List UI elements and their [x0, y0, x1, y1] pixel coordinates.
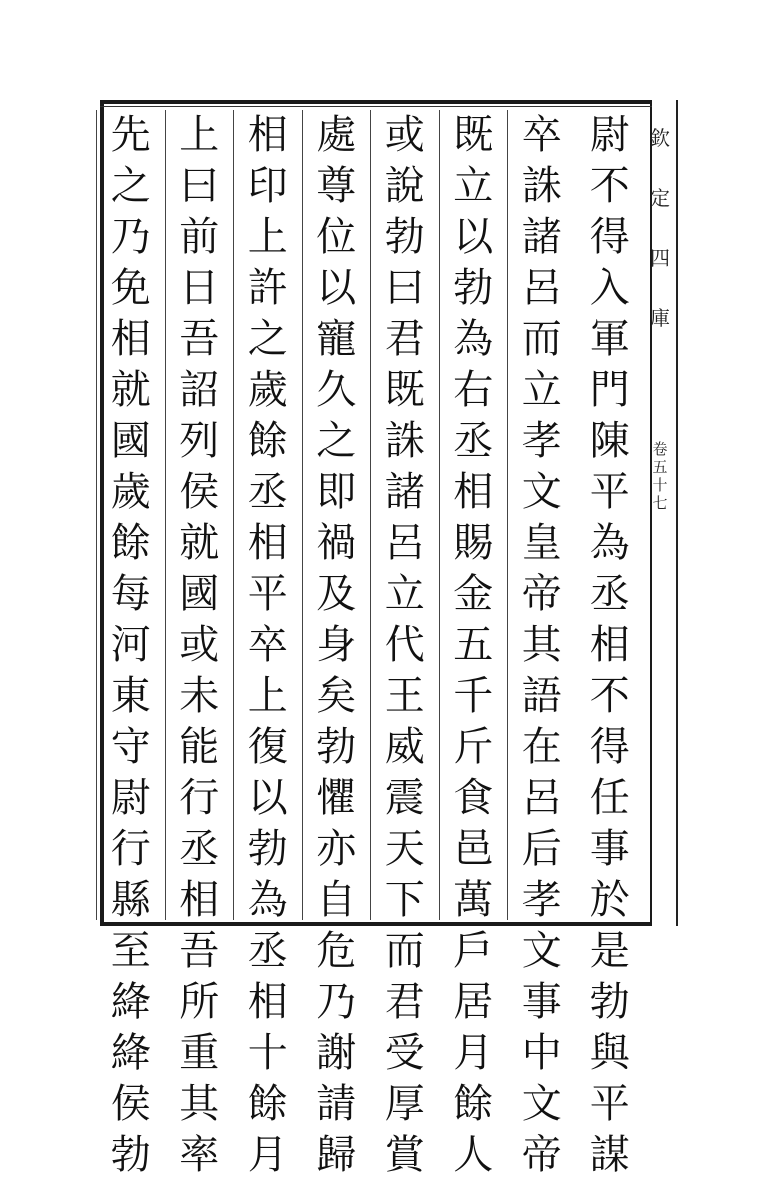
character: 相 [247, 520, 288, 566]
gutter-mark: 四 [650, 246, 670, 270]
character: 上 [247, 214, 288, 260]
character: 重 [179, 1030, 220, 1076]
character: 自 [316, 877, 357, 923]
character: 既 [453, 112, 494, 158]
character: 歸 [316, 1132, 357, 1178]
character: 吾 [179, 928, 220, 974]
character: 立 [384, 571, 425, 617]
gutter-mark: 欽 [650, 126, 670, 150]
character: 久 [316, 367, 357, 413]
character: 上 [247, 673, 288, 719]
character: 為 [247, 877, 288, 923]
character: 任 [589, 775, 630, 821]
character: 立 [521, 367, 562, 413]
character: 東 [110, 673, 151, 719]
character: 以 [316, 265, 357, 311]
character: 事 [521, 979, 562, 1025]
character: 餘 [110, 520, 151, 566]
character: 相 [179, 877, 220, 923]
character: 帝 [521, 1132, 562, 1178]
character: 中 [521, 1030, 562, 1076]
character: 上 [179, 112, 220, 158]
text-column-4 [370, 110, 439, 1178]
character: 卒 [247, 622, 288, 668]
character: 斤 [453, 724, 494, 770]
character: 即 [316, 469, 357, 515]
character: 尉 [589, 112, 630, 158]
character: 軍 [589, 316, 630, 362]
gutter-mark: 定 [650, 186, 670, 210]
character: 相 [453, 469, 494, 515]
character: 丞 [247, 928, 288, 974]
character: 邑 [453, 826, 494, 872]
character: 每 [110, 571, 151, 617]
character: 食 [453, 775, 494, 821]
character: 及 [316, 571, 357, 617]
character: 丞 [179, 826, 220, 872]
character: 餘 [453, 1081, 494, 1127]
character: 請 [316, 1081, 357, 1127]
character: 之 [316, 418, 357, 464]
character: 既 [384, 367, 425, 413]
character: 語 [521, 673, 562, 719]
character: 其 [521, 622, 562, 668]
character: 以 [247, 775, 288, 821]
character: 歲 [110, 469, 151, 515]
character: 國 [179, 571, 220, 617]
character: 威 [384, 724, 425, 770]
character: 所 [179, 979, 220, 1025]
character: 賜 [453, 520, 494, 566]
character: 呂 [384, 520, 425, 566]
character: 帝 [521, 571, 562, 617]
character: 得 [589, 214, 630, 260]
character: 下 [384, 877, 425, 923]
character: 君 [384, 316, 425, 362]
character: 五 [453, 622, 494, 668]
character: 相 [589, 622, 630, 668]
character: 詔 [179, 367, 220, 413]
character: 諸 [521, 214, 562, 260]
character: 月 [453, 1030, 494, 1076]
character: 曰 [384, 265, 425, 311]
character: 曰 [179, 163, 220, 209]
character: 率 [179, 1132, 220, 1178]
gutter-marks [646, 108, 674, 348]
character: 震 [384, 775, 425, 821]
character: 王 [384, 673, 425, 719]
character: 懼 [316, 775, 357, 821]
character: 后 [521, 826, 562, 872]
character: 賞 [384, 1132, 425, 1178]
character: 與 [589, 1030, 630, 1076]
character: 能 [179, 724, 220, 770]
character: 天 [384, 826, 425, 872]
character: 以 [453, 214, 494, 260]
character: 行 [179, 775, 220, 821]
character: 十 [247, 1030, 288, 1076]
character: 不 [589, 163, 630, 209]
character: 陳 [589, 418, 630, 464]
character: 得 [589, 724, 630, 770]
character: 絳 [110, 979, 151, 1025]
character: 平 [589, 469, 630, 515]
character: 矣 [316, 673, 357, 719]
text-column-6 [233, 110, 302, 1178]
character: 印 [247, 163, 288, 209]
character: 或 [384, 112, 425, 158]
gutter-mark: 庫 [650, 306, 670, 330]
character: 寵 [316, 316, 357, 362]
character: 卒 [521, 112, 562, 158]
character: 孝 [521, 877, 562, 923]
character: 相 [110, 316, 151, 362]
character: 乃 [110, 214, 151, 260]
character: 前 [179, 214, 220, 260]
character: 列 [179, 418, 220, 464]
character: 乃 [316, 979, 357, 1025]
character: 入 [589, 265, 630, 311]
character: 就 [110, 367, 151, 413]
text-column-8 [96, 110, 165, 1178]
character: 戶 [453, 928, 494, 974]
character: 事 [589, 826, 630, 872]
character: 其 [179, 1081, 220, 1127]
character: 相 [247, 112, 288, 158]
gutter-character: 十 [652, 476, 668, 494]
character: 千 [453, 673, 494, 719]
character: 處 [316, 112, 357, 158]
character: 而 [521, 316, 562, 362]
character: 謀 [589, 1132, 630, 1178]
gutter-character: 卷 [652, 440, 668, 458]
character: 免 [110, 265, 151, 311]
character: 之 [247, 316, 288, 362]
character: 文 [521, 469, 562, 515]
character: 金 [453, 571, 494, 617]
text-column-3 [439, 110, 508, 1178]
character: 危 [316, 928, 357, 974]
character: 謝 [316, 1030, 357, 1076]
character: 誅 [384, 418, 425, 464]
top-rule [100, 106, 652, 107]
character: 行 [110, 826, 151, 872]
character: 至 [110, 928, 151, 974]
character: 勃 [384, 214, 425, 260]
character: 先 [110, 112, 151, 158]
character: 勃 [453, 265, 494, 311]
character: 萬 [453, 877, 494, 923]
character: 為 [453, 316, 494, 362]
character: 許 [247, 265, 288, 311]
text-column-7 [165, 110, 234, 1178]
character: 於 [589, 877, 630, 923]
character: 為 [589, 520, 630, 566]
character: 是 [589, 928, 630, 974]
character: 君 [384, 979, 425, 1025]
character: 餘 [247, 1081, 288, 1127]
character: 位 [316, 214, 357, 260]
character: 誅 [521, 163, 562, 209]
character: 門 [589, 367, 630, 413]
character: 縣 [110, 877, 151, 923]
character: 而 [384, 928, 425, 974]
character: 月 [247, 1132, 288, 1178]
character: 丞 [247, 469, 288, 515]
character: 河 [110, 622, 151, 668]
character: 之 [110, 163, 151, 209]
character: 勃 [589, 979, 630, 1025]
character: 說 [384, 163, 425, 209]
character: 代 [384, 622, 425, 668]
character: 身 [316, 622, 357, 668]
character: 尉 [110, 775, 151, 821]
character: 皇 [521, 520, 562, 566]
character: 丞 [589, 571, 630, 617]
character: 人 [453, 1132, 494, 1178]
character: 平 [247, 571, 288, 617]
character: 侯 [179, 469, 220, 515]
character: 孝 [521, 418, 562, 464]
gutter-character: 七 [652, 494, 668, 512]
character: 受 [384, 1030, 425, 1076]
character: 未 [179, 673, 220, 719]
character: 文 [521, 1081, 562, 1127]
character: 尊 [316, 163, 357, 209]
character: 勃 [247, 826, 288, 872]
character: 在 [521, 724, 562, 770]
character: 呂 [521, 775, 562, 821]
character: 厚 [384, 1081, 425, 1127]
character: 居 [453, 979, 494, 1025]
text-column-1 [576, 110, 645, 1178]
character: 歲 [247, 367, 288, 413]
character: 亦 [316, 826, 357, 872]
text-column-5 [302, 110, 371, 1178]
character: 侯 [110, 1081, 151, 1127]
character: 勃 [316, 724, 357, 770]
character: 勃 [110, 1132, 151, 1178]
character: 國 [110, 418, 151, 464]
gutter-character: 五 [652, 458, 668, 476]
character: 絳 [110, 1030, 151, 1076]
character: 立 [453, 163, 494, 209]
character: 呂 [521, 265, 562, 311]
text-column-2 [507, 110, 576, 1178]
character: 或 [179, 622, 220, 668]
character: 丞 [453, 418, 494, 464]
character: 禍 [316, 520, 357, 566]
character: 餘 [247, 418, 288, 464]
character: 諸 [384, 469, 425, 515]
volume-label [646, 440, 674, 512]
character: 守 [110, 724, 151, 770]
character: 右 [453, 367, 494, 413]
character: 就 [179, 520, 220, 566]
character: 不 [589, 673, 630, 719]
character: 日 [179, 265, 220, 311]
character: 相 [247, 979, 288, 1025]
character: 吾 [179, 316, 220, 362]
character: 平 [589, 1081, 630, 1127]
character: 復 [247, 724, 288, 770]
character: 文 [521, 928, 562, 974]
